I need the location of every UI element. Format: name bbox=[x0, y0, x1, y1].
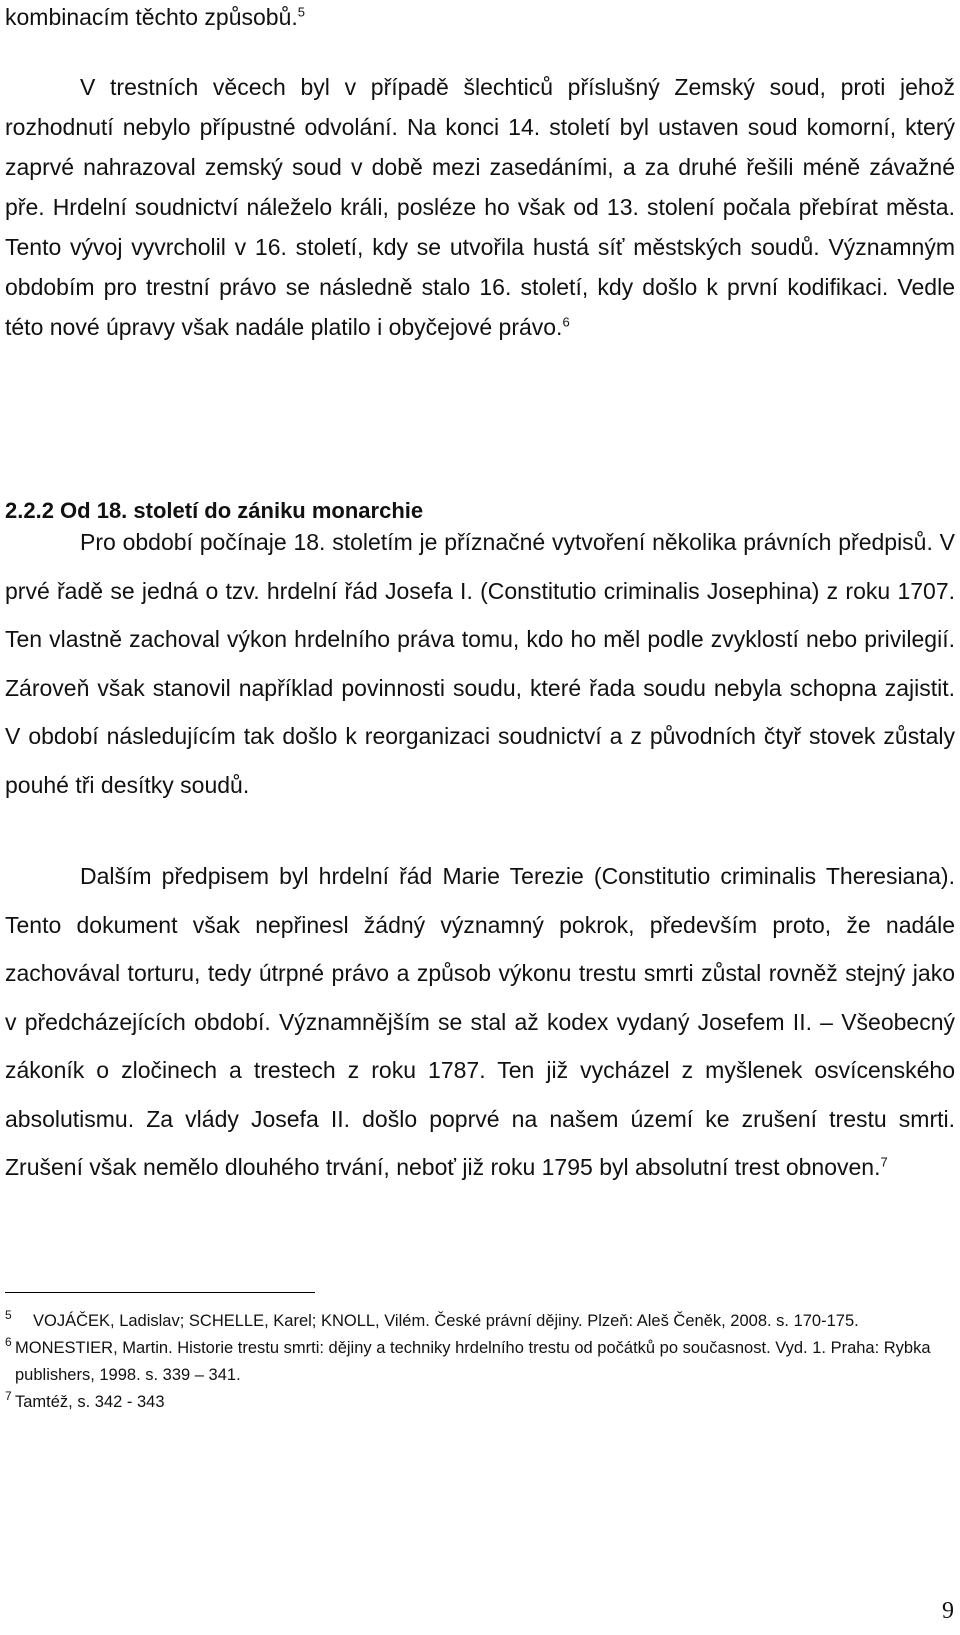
footnote-text: Tamtéž, s. 342 - 343 bbox=[15, 1393, 165, 1411]
paragraph-text: V trestních věcech byl v případě šlechticů příslušný Zemský soud, proti jehož rozhodnutí nebylo přípustné odvolání. Na konci 14. století byl ustaven soud komorní, který zaprvé nahrazoval zemský soud v době mezi zasedáními, a za druhé řešili méně závažné pře. Hrdelní soudnictví náleželo králi, posléze ho však od 13. stolení počala přebírat města. Tento vývoj vyvrcholil v 16. století, kdy se utvořila hustá síť městských soudů. Významným obdobím pro trestní právo se následně stalo 16. století, kdy došlo k první kodifikaci. Vedle této nové úpravy však nadále platilo i obyčejové právo. bbox=[5, 74, 955, 340]
footnote-number: 5 bbox=[5, 1308, 12, 1322]
footnote-text: VOJÁČEK, Ladislav; SCHELLE, Karel; KNOLL, Vilém. České právní dějiny. Plzeň: Aleš Čeněk, 2008. s. 170-175. bbox=[33, 1312, 859, 1330]
footnote-ref-7: 7 bbox=[880, 1154, 888, 1170]
footnote-number: 6 bbox=[5, 1335, 12, 1349]
footnote-number: 7 bbox=[5, 1389, 12, 1403]
footnote-text: MONESTIER, Martin. Historie trestu smrti: dějiny a techniky hrdelního trestu od počátků po současnost. Vyd. 1. Praha: Rybka publishers, 1998. s. 339 – 341. bbox=[15, 1339, 931, 1384]
footnote-7 bbox=[5, 1389, 955, 1416]
paragraph-18th-century: Pro období počínaje 18. stoletím je příznačné vytvoření několika právních předpisů. V prvé řadě se jedná o tzv. hrdelní řád Josefa I. (Constitutio criminalis Josephina) z roku 1707. Ten vlastně zachoval výkon hrdelního práva tomu, kdo ho měl podle zvyklostí nebo privilegií. Zároveň však stanovil například povinnosti soudu, které řada soudu nebyla schopna zajistit. V období následujícím tak došlo k reorganizaci soudnictví a z původních čtyř stovek zůstaly pouhé tři desítky soudů. bbox=[5, 529, 955, 798]
footnotes bbox=[5, 1308, 955, 1416]
footnote-separator bbox=[5, 1292, 315, 1293]
paragraph-theresiana bbox=[5, 852, 955, 1192]
paragraph-text: Dalším předpisem byl hrdelní řád Marie Terezie (Constitutio criminalis Theresiana). Tento dokument však nepřinesl žádný významný pokrok, především proto, že nadále zachovával torturu, tedy útrpné právo a způsob výkonu trestu smrti zůstal rovněž stejný jako v předcházejících období. Významnějším se stal až kodex vydaný Josefem II. – Všeobecný zákoník o zločinech a trestech z roku 1787. Ten již vycházel z myšlenek osvícenského absolutismu. Za vlády Josefa II. došlo poprvé na našem území ke zrušení trestu smrti. Zrušení však nemělo dlouhého trvání, neboť již roku 1795 byl absolutní trest obnoven. bbox=[5, 863, 955, 1180]
continued-text: kombinacím těchto způsobů. bbox=[5, 4, 298, 30]
footnote-ref-6: 6 bbox=[562, 314, 570, 330]
continued-text-line bbox=[5, 4, 305, 31]
footnote-5 bbox=[5, 1308, 955, 1335]
footnote-ref-5: 5 bbox=[297, 4, 306, 20]
section-heading: 2.2.2 Od 18. století do zániku monarchie bbox=[5, 498, 424, 523]
page-number: 9 bbox=[942, 1598, 954, 1624]
paragraph-nobility-courts bbox=[5, 67, 955, 347]
footnote-6 bbox=[5, 1335, 955, 1389]
